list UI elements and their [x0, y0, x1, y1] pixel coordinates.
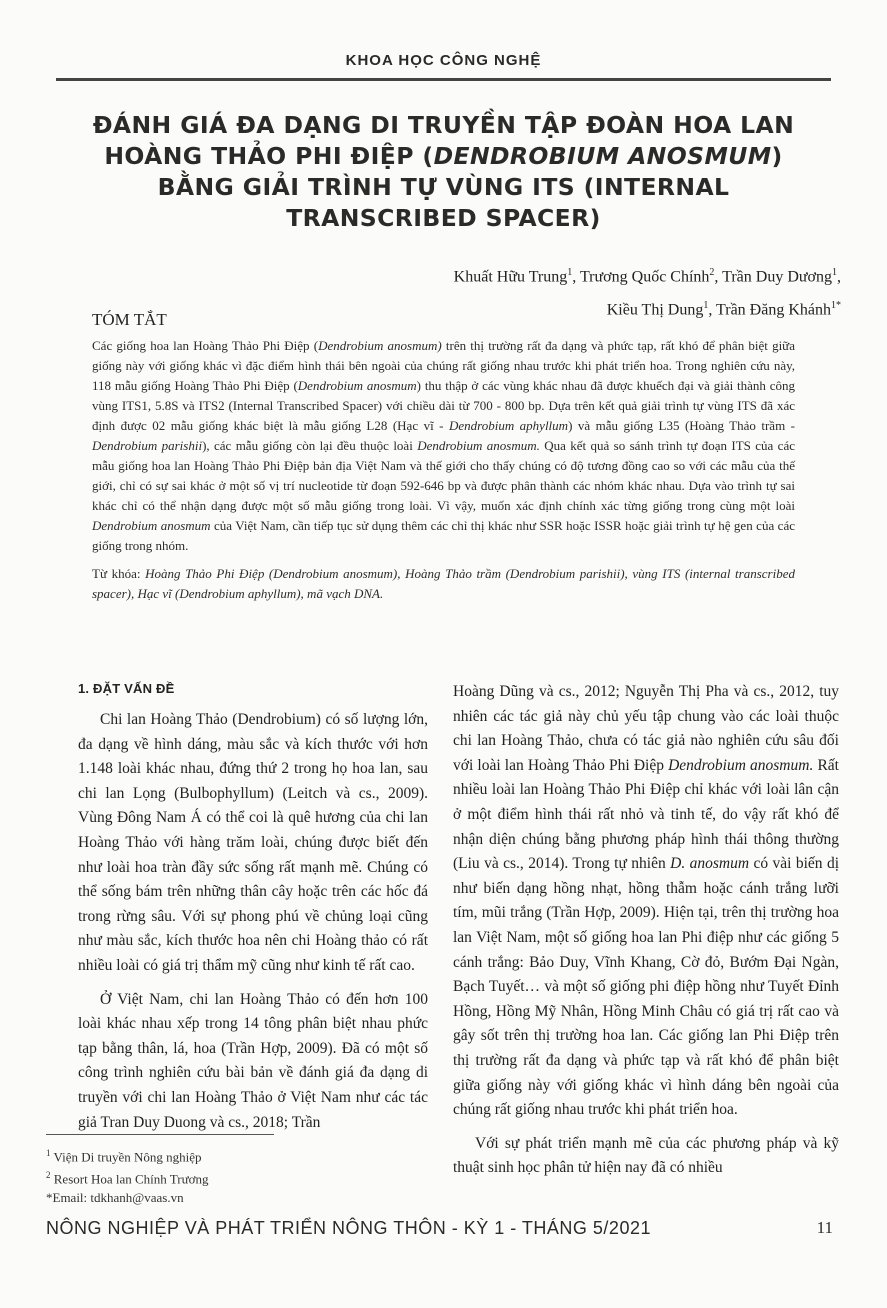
author-line-1: [454, 258, 841, 291]
author-line-2: [454, 291, 841, 324]
abs-t5-it: Dendrobium anosmum.: [417, 438, 540, 453]
title-species: DENDROBIUM ANOSMUM: [433, 142, 772, 170]
footnote-1-text: Viện Di truyền Nông nghiệp: [50, 1149, 202, 1165]
keywords-list: Hoàng Thảo Phi Điệp (Dendrobium anosmum), Hoàng Thảo trầm (Dendrobium parishii), vùng ITS (internal transcribed spacer), Hạc vĩ (Dendrobium aphyllum), mã vạch DNA.: [92, 566, 795, 601]
footnote-2-mark: 2: [46, 1170, 51, 1181]
title-line-2-b: ): [771, 142, 783, 170]
abs-t6: Qua kết quả so sánh trình tự đoạn ITS của các mẫu giống hoa lan Hoàng Thảo Phi Điệp bản địa Việt Nam và thế giới cho thấy chúng có độ tương đồng cao so với các mẫu của thế giới, chỉ có sự sai khác ở một số vị trí nucleotide từ đoạn 592-646 bp và được phân thành các nhóm khác nhau. Dựa vào trình tự sai khác chỉ có thể nhận dạng được một số mẫu giống trong loài. Vì vậy, muốn xác định chính xác từng giống trong cùng một loài: [92, 438, 795, 513]
footnote-divider: [46, 1134, 274, 1135]
p3-c: có vài biến dị như biến dạng hồng nhạt, hồng thẫm hoặc cánh trắng lưỡi tím, mũi trắng (Trần Hợp, 2009). Hiện tại, trên thị trường hoa lan Việt Nam, một số giống hoa lan Phi điệp như các giống 5 cánh trắng: Bảo Duy, Vĩnh Khang, Cờ đỏ, Bướm Đại Ngàn, Bạch Tuyết… và một số giống phi điệp hồng như Tuyết Đỉnh Hồng, Hồng Mỹ Nhân, Hồng Minh Châu có giá trị rất cao và gây sốt trên thị trường hoa lan. Các giống lan Phi Điệp trên thị trường rất đa dạng và phức tạp và rất khó để phân biệt giữa giống này với giống khác vì hình dáng bên ngoài của chúng rất giống nhau trước khi phát triển hoa.: [453, 855, 839, 1119]
abs-t4: ) và mẫu giống L35 (Hoàng Thảo trầm -: [568, 418, 795, 433]
keywords: [92, 564, 795, 604]
author-4: Kiều Thị Dung: [606, 301, 704, 319]
abs-t4-it: Dendrobium parishii: [92, 438, 203, 453]
paragraph-4: Với sự phát triển mạnh mẽ của các phương pháp và kỹ thuật sinh học phân tử hiện nay đã có nhiều: [453, 1134, 839, 1177]
abs-t1-it: Dendrobium anosmum): [318, 338, 442, 353]
author-4-affil: 1: [703, 300, 709, 312]
abs-t3: ) thu thập ở các vùng khác nhau đã được khuếch đại và giải thành công vùng ITS1, 5.8S và ITS2 (Internal Transcribed Spacer) với chiều dài từ 700 - 800 bp. Dựa trên kết quả giải trình tự vùng ITS đã xác định được 02 mẫu giống khác biệt là mẫu giống L28 (Hạc vĩ -: [92, 378, 795, 433]
author-2: , Trương Quốc Chính: [572, 268, 710, 286]
title-line-1: ĐÁNH GIÁ ĐA DẠNG DI TRUYỀN TẬP ĐOÀN HOA LAN: [92, 111, 795, 139]
footnote-1-mark: 1: [46, 1148, 51, 1158]
abstract-text: [92, 336, 795, 556]
body-column-left: [78, 680, 428, 1135]
title-line-3: BẰNG GIẢI TRÌNH TỰ VÙNG ITS (INTERNAL: [157, 173, 730, 201]
p3-species-short: D. anosmum: [670, 855, 750, 873]
journal-footer: NÔNG NGHIỆP VÀ PHÁT TRIỂN NÔNG THÔN - KỲ 1 - THÁNG 5/2021: [46, 1218, 651, 1238]
abs-t2-it: Dendrobium anosmum: [297, 378, 417, 393]
section-header: KHOA HỌC CÔNG NGHỆ: [345, 52, 542, 69]
body-column-right: [453, 680, 839, 1181]
title-line-4: TRANSCRIBED SPACER): [286, 204, 601, 232]
page-number: 11: [816, 1218, 833, 1237]
footnotes: [46, 1144, 209, 1207]
paragraph-3: [453, 680, 839, 1123]
title-line-2: [40, 141, 847, 172]
footnote-1: [46, 1144, 209, 1166]
author-2-affil: 2: [709, 267, 715, 278]
abstract: [92, 336, 795, 604]
article-title: [40, 110, 847, 234]
abstract-heading: TÓM TẮT: [92, 310, 167, 329]
keywords-label: Từ khóa:: [92, 566, 146, 581]
author-1-affil: 1: [567, 267, 573, 278]
abs-t7: của Việt Nam, cần tiếp tục sử dụng thêm các chỉ thị khác như SSR hoặc ISSR hoặc giải trình tự hệ gen của các giống trong nhóm.: [92, 518, 795, 553]
abs-t1: Các giống hoa lan Hoàng Thảo Phi Điệp (: [92, 338, 319, 353]
paragraph-1: Chi lan Hoàng Thảo (Dendrobium) có số lượng lớn, đa dạng về hình dáng, màu sắc và kích thước với hơn 1.148 loài khác nhau, đứng thứ 2 trong họ hoa lan, sau chi lan Lọng (Bulbophyllum) (Leitch và cs., 2009). Vùng Đông Nam Á có thể coi là quê hương của chi lan Hoàng Thảo với hàng trăm loài, chúng được biết đến như loài hoa tràn đầy sức sống rất mạnh mẽ. Chúng có thể sống bám trên những thân cây hoặc trên các hốc đá trong rừng sâu. Với sự phong phú về chủng loại cũng như màu sắc, kích thước hoa nên chi Hoàng thảo có rất nhiều loài có giá trị thẩm mỹ cũng như kinh tế rất cao.: [78, 711, 428, 974]
p3-b: Rất nhiều loài lan Hoàng Thảo Phi Điệp chỉ khác với loài lân cận ở một điểm hình thái rất nhỏ và tinh tế, do vậy rất khó để nhận diện chúng bằng phương pháp hình thái thông thường (Liu và cs., 2014). Trong tự nhiên: [453, 756, 839, 873]
abs-t5: ), các mẫu giống còn lại đều thuộc loài: [202, 438, 418, 453]
section-1-heading: 1. ĐẶT VẤN ĐỀ: [78, 681, 175, 696]
author-3-comma: ,: [837, 268, 841, 286]
abs-t3-it: Dendrobium aphyllum: [448, 418, 569, 433]
footnote-2-text: Resort Hoa lan Chính Trương: [50, 1171, 209, 1187]
abs-t2: trên thị trường rất đa dạng và phức tạp, rất khó để phân biệt giữa giống này với giống khác vì đặc điểm hình thái bên ngoài của chúng rất giống nhau trước khi phát triển hoa. Trong nghiên cứu này, 118 mẫu giống Hoàng Thảo Phi Điệp (: [92, 338, 795, 393]
p3-a: Hoàng Dũng và cs., 2012; Nguyễn Thị Pha và cs., 2012, tuy nhiên các tác giả này chủ yếu tập chung vào các loài thuộc chi lan Hoàng Thảo, chưa có tác giả nào nghiên cứu sâu đối với loài lan Hoàng Thảo Phi Điệp: [453, 683, 839, 774]
abs-t6-it: Dendrobium anosmum: [92, 518, 211, 533]
footnote-email: *Email: tdkhanh@vaas.vn: [46, 1189, 184, 1205]
p3-species: Dendrobium anosmum.: [668, 756, 814, 774]
author-1: Khuất Hữu Trung: [453, 268, 568, 286]
author-5: , Trần Đăng Khánh: [708, 301, 831, 319]
footnote-2: [46, 1166, 209, 1188]
paragraph-2: Ở Việt Nam, chi lan Hoàng Thảo có đến hơn 100 loài khác nhau xếp trong 14 tông phân biệt nhau phức tạp bằng thân, lá, hoa (Trần Hợp, 2009). Đã có một số công trình nghiên cứu bài bản về đánh giá đa dạng di truyền với chi lan Hoàng Thảo ở Việt Nam như các tác giả Tran Duy Duong và cs., 2018; Trần: [78, 990, 428, 1131]
title-line-2-a: HOÀNG THẢO PHI ĐIỆP (: [104, 142, 434, 170]
author-3: , Trần Duy Dương: [714, 268, 832, 286]
author-5-affil: 1*: [831, 300, 841, 312]
author-list: [454, 258, 841, 325]
author-3-affil: 1: [832, 267, 837, 278]
section-divider: [56, 78, 831, 81]
